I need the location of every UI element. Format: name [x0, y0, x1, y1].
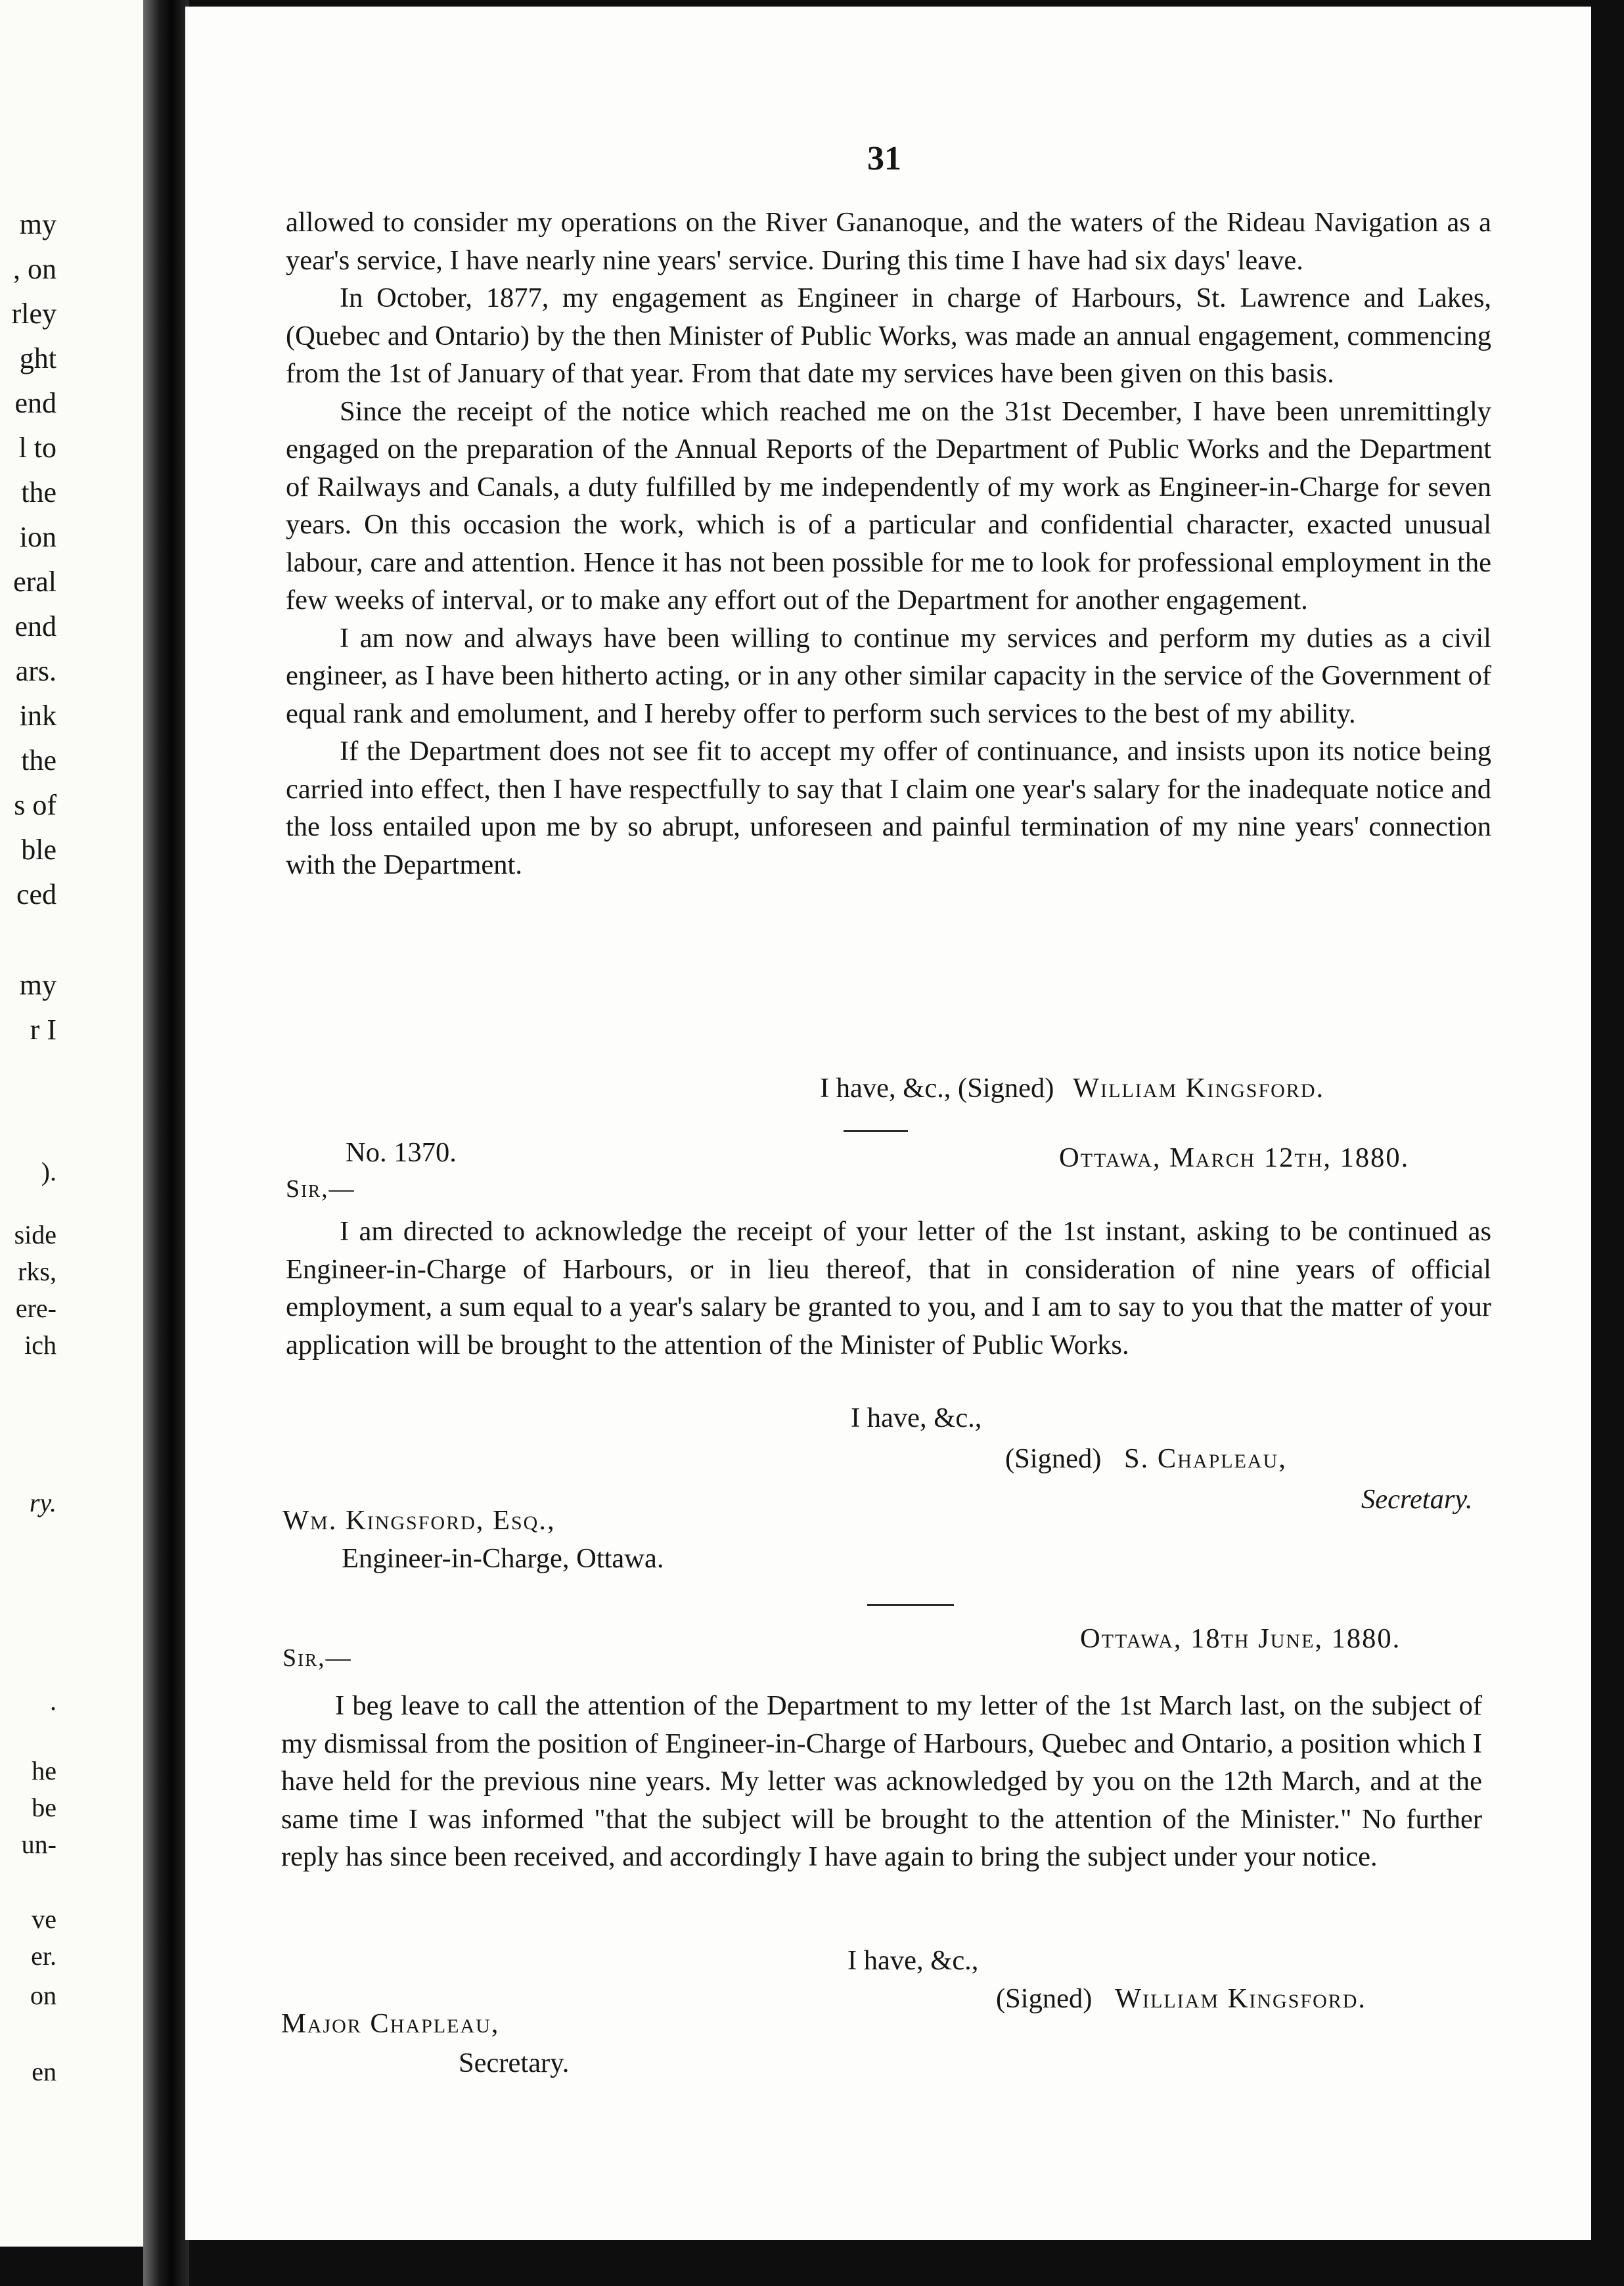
fragment: end	[14, 387, 56, 419]
fragment: eral	[13, 566, 56, 598]
fragment: s of	[14, 789, 56, 821]
fragment: side	[14, 1220, 56, 1249]
fragment: r I	[30, 1014, 56, 1046]
fragment: my	[19, 208, 56, 240]
signatory-title: Secretary.	[1361, 1484, 1473, 1515]
fragment: my	[19, 969, 56, 1001]
fragment: ars.	[15, 655, 56, 687]
fragment: ve	[32, 1904, 56, 1934]
previous-page-text	[0, 0, 164, 2247]
fragment: l to	[18, 432, 56, 464]
signed-line	[996, 1983, 1366, 2015]
signed-label: (Signed)	[996, 1983, 1093, 2014]
fragment: end	[14, 610, 56, 642]
letter-number: No. 1370.	[346, 1137, 457, 1168]
paragraph: In October, 1877, my engagement as Engineer in charge of Harbours, St. Lawrence and Lakes, (Quebec and Ontario) by the then Minister of Public Works, was made an annual engagement, commencing from the 1st of January of that year. From that date my services have been given on this basis.	[286, 282, 1491, 389]
salutation: Sir,—	[286, 1175, 355, 1203]
fragment: the	[21, 744, 56, 776]
letter1-closing	[820, 1072, 1324, 1104]
paragraph: I beg leave to call the attention of the Department to my letter of the 1st March last, on the subject of my dismissal from the position of Engineer-in-Charge of Harbours, Quebec and Ontario, a position which I have held for the previous nine years. My letter was acknowledged by you on the 12th March, and at the same time I was informed "that the subject will be brought to the attention of the Minister." No further reply has since been received, and accordingly I have again to bring the subject under your notice.	[281, 1690, 1482, 1872]
fragment: on	[30, 1981, 56, 2010]
closing-text: I have, &c.,	[851, 1402, 982, 1433]
fragment: rley	[11, 298, 56, 330]
signature: S. Chapleau,	[1124, 1443, 1287, 1474]
fragment: ced	[16, 878, 56, 910]
fragment: ich	[24, 1330, 56, 1360]
fragment: ght	[19, 342, 56, 374]
paragraph: I am now and always have been willing to continue my services and perform my duties as a civil engineer, as I have been hitherto acting, or in any other similar capacity in the service of the Government of equal rank and emolument, and I hereby offer to perform such services to the best of my ability.	[286, 622, 1491, 729]
closing-text: I have, &c.,	[847, 1945, 979, 1976]
addressee-role: Secretary.	[459, 2048, 570, 2078]
signature: William Kingsford.	[1115, 1983, 1367, 2014]
fragment: en	[32, 2057, 56, 2086]
addressee-name: Wm. Kingsford, Esq.,	[282, 1505, 556, 1536]
paragraph: If the Department does not see fit to accept my offer of continuance, and insists upon its notice being carried into effect, then I have respectfully to say that I claim one year's salary for the inadequate notice and the loss entailed upon me by so abrupt, unforeseen and painful termination of my nine years' connection with the Department.	[286, 736, 1491, 880]
fragment: .	[50, 1686, 56, 1716]
paragraph: allowed to consider my operations on the River Gananoque, and the waters of the Rideau Navigation as a year's service, I have nearly nine years' service. During this time I have had six days' leave.	[286, 207, 1491, 276]
closing-text: I have, &c., (Signed)	[820, 1073, 1054, 1104]
letter-secretary-reply	[286, 1213, 1491, 1364]
paragraph: I am directed to acknowledge the receipt of your letter of the 1st instant, asking to be continued as Engineer-in-Charge of Harbours, or in lieu thereof, that in consideration of nine years of official employment, a sum equal to a year's salary be granted to you, and I am to say to you that the matter of your application will be brought to the attention of the Minister of Public Works.	[286, 1216, 1491, 1360]
letter-kingsford-followup	[281, 1687, 1482, 1876]
fragment: ble	[21, 834, 56, 866]
dateline: Ottawa, 18th June, 1880.	[1080, 1623, 1401, 1654]
fragment: un-	[21, 1829, 56, 1859]
letter-kingsford-continuation	[286, 204, 1491, 884]
addressee-name: Major Chapleau,	[281, 2008, 500, 2039]
fragment: er.	[31, 1941, 56, 1971]
book-binding-gutter	[143, 0, 189, 2286]
signed-label: (Signed)	[1005, 1443, 1102, 1474]
fragment: ere-	[15, 1293, 56, 1323]
divider	[867, 1604, 954, 1606]
fragment: the	[21, 476, 56, 508]
fragment: be	[32, 1793, 56, 1822]
signed-line	[1005, 1443, 1287, 1475]
page-number: 31	[867, 140, 901, 177]
fragment: he	[32, 1756, 56, 1785]
fragment: ry.	[29, 1488, 56, 1517]
paragraph: Since the receipt of the notice which reached me on the 31st December, I have been unremittingly engaged on the preparation of the Annual Reports of the Department of Public Works and the Department of Railways and Canals, a duty fulfilled by me independently of my work as Engineer-in-Charge for seven years. On this occasion the work, which is of a particular and confidential character, exacted unusual labour, care and attention. Hence it has not been possible for me to look for professional employment in the few weeks of interval, or to make any effort out of the Department for another engagement.	[286, 395, 1491, 616]
fragment: ink	[19, 700, 56, 732]
salutation: Sir,—	[282, 1644, 352, 1672]
signature: William Kingsford.	[1073, 1073, 1325, 1104]
previous-page	[0, 0, 164, 2247]
divider	[844, 1130, 908, 1132]
fragment: , on	[13, 253, 56, 285]
dateline: Ottawa, March 12th, 1880.	[1059, 1142, 1410, 1173]
fragment: rks,	[18, 1257, 56, 1286]
addressee-role: Engineer-in-Charge, Ottawa.	[342, 1543, 664, 1574]
fragment: ion	[19, 521, 56, 553]
fragment: ).	[41, 1157, 56, 1186]
